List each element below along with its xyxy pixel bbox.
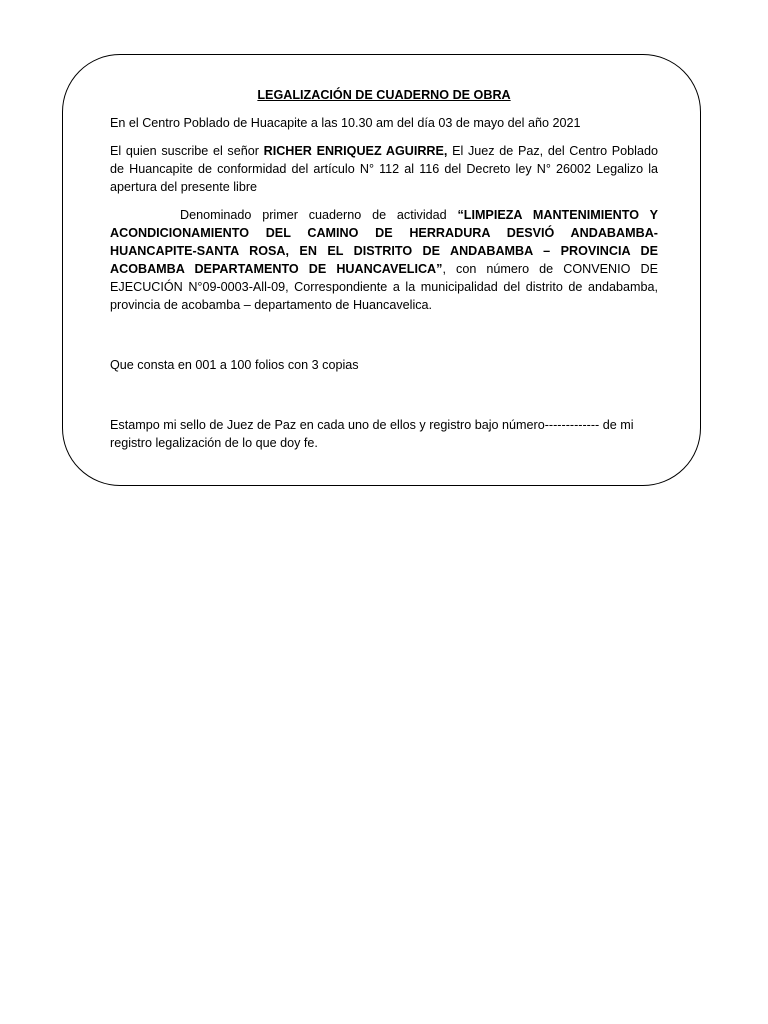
document-title: LEGALIZACIÓN DE CUADERNO DE OBRA xyxy=(257,88,511,102)
judge-name: RICHER ENRIQUEZ AGUIRRE, xyxy=(263,144,448,158)
suscribe-pre: El quien suscribe el señor xyxy=(110,144,264,158)
denominado-post: , con número de CONVENIO DE EJECUCIÓN N°09-0003-All-09, Correspondiente a la municipalidad del distrito de andabamba, provincia de acobamba – departamento de Huancavelica. xyxy=(110,262,658,312)
intro-paragraph: En el Centro Poblado de Huacapite a las 10.30 am del día 03 de mayo del año 2021 xyxy=(110,116,581,130)
estampo-paragraph: Estampo mi sello de Juez de Paz en cada uno de ellos y registro bajo número------------- de mi registro legalización de lo que doy fe. xyxy=(110,418,634,450)
denominado-paragraph xyxy=(110,206,658,314)
denominado-pre: Denominado primer cuaderno de actividad xyxy=(180,208,458,222)
document-body xyxy=(110,86,658,452)
suscribe-paragraph xyxy=(110,142,658,196)
consta-paragraph: Que consta en 001 a 100 folios con 3 copias xyxy=(110,358,359,372)
suscribe-post: El Juez de Paz, del Centro Poblado de Huancapite de conformidad del artículo N° 112 al 116 del Decreto ley N° 26002 Legalizo la apertura del presente libre xyxy=(110,144,658,194)
project-name: “LIMPIEZA MANTENIMIENTO Y ACONDICIONAMIENTO DEL CAMINO DE HERRADURA DESVIÓ ANDABAMBA-HUANCAPITE-SANTA ROSA, EN EL DISTRITO DE ANDABAMBA – PROVINCIA DE ACOBAMBA DEPARTAMENTO DE HUANCAVELICA” xyxy=(110,208,658,276)
